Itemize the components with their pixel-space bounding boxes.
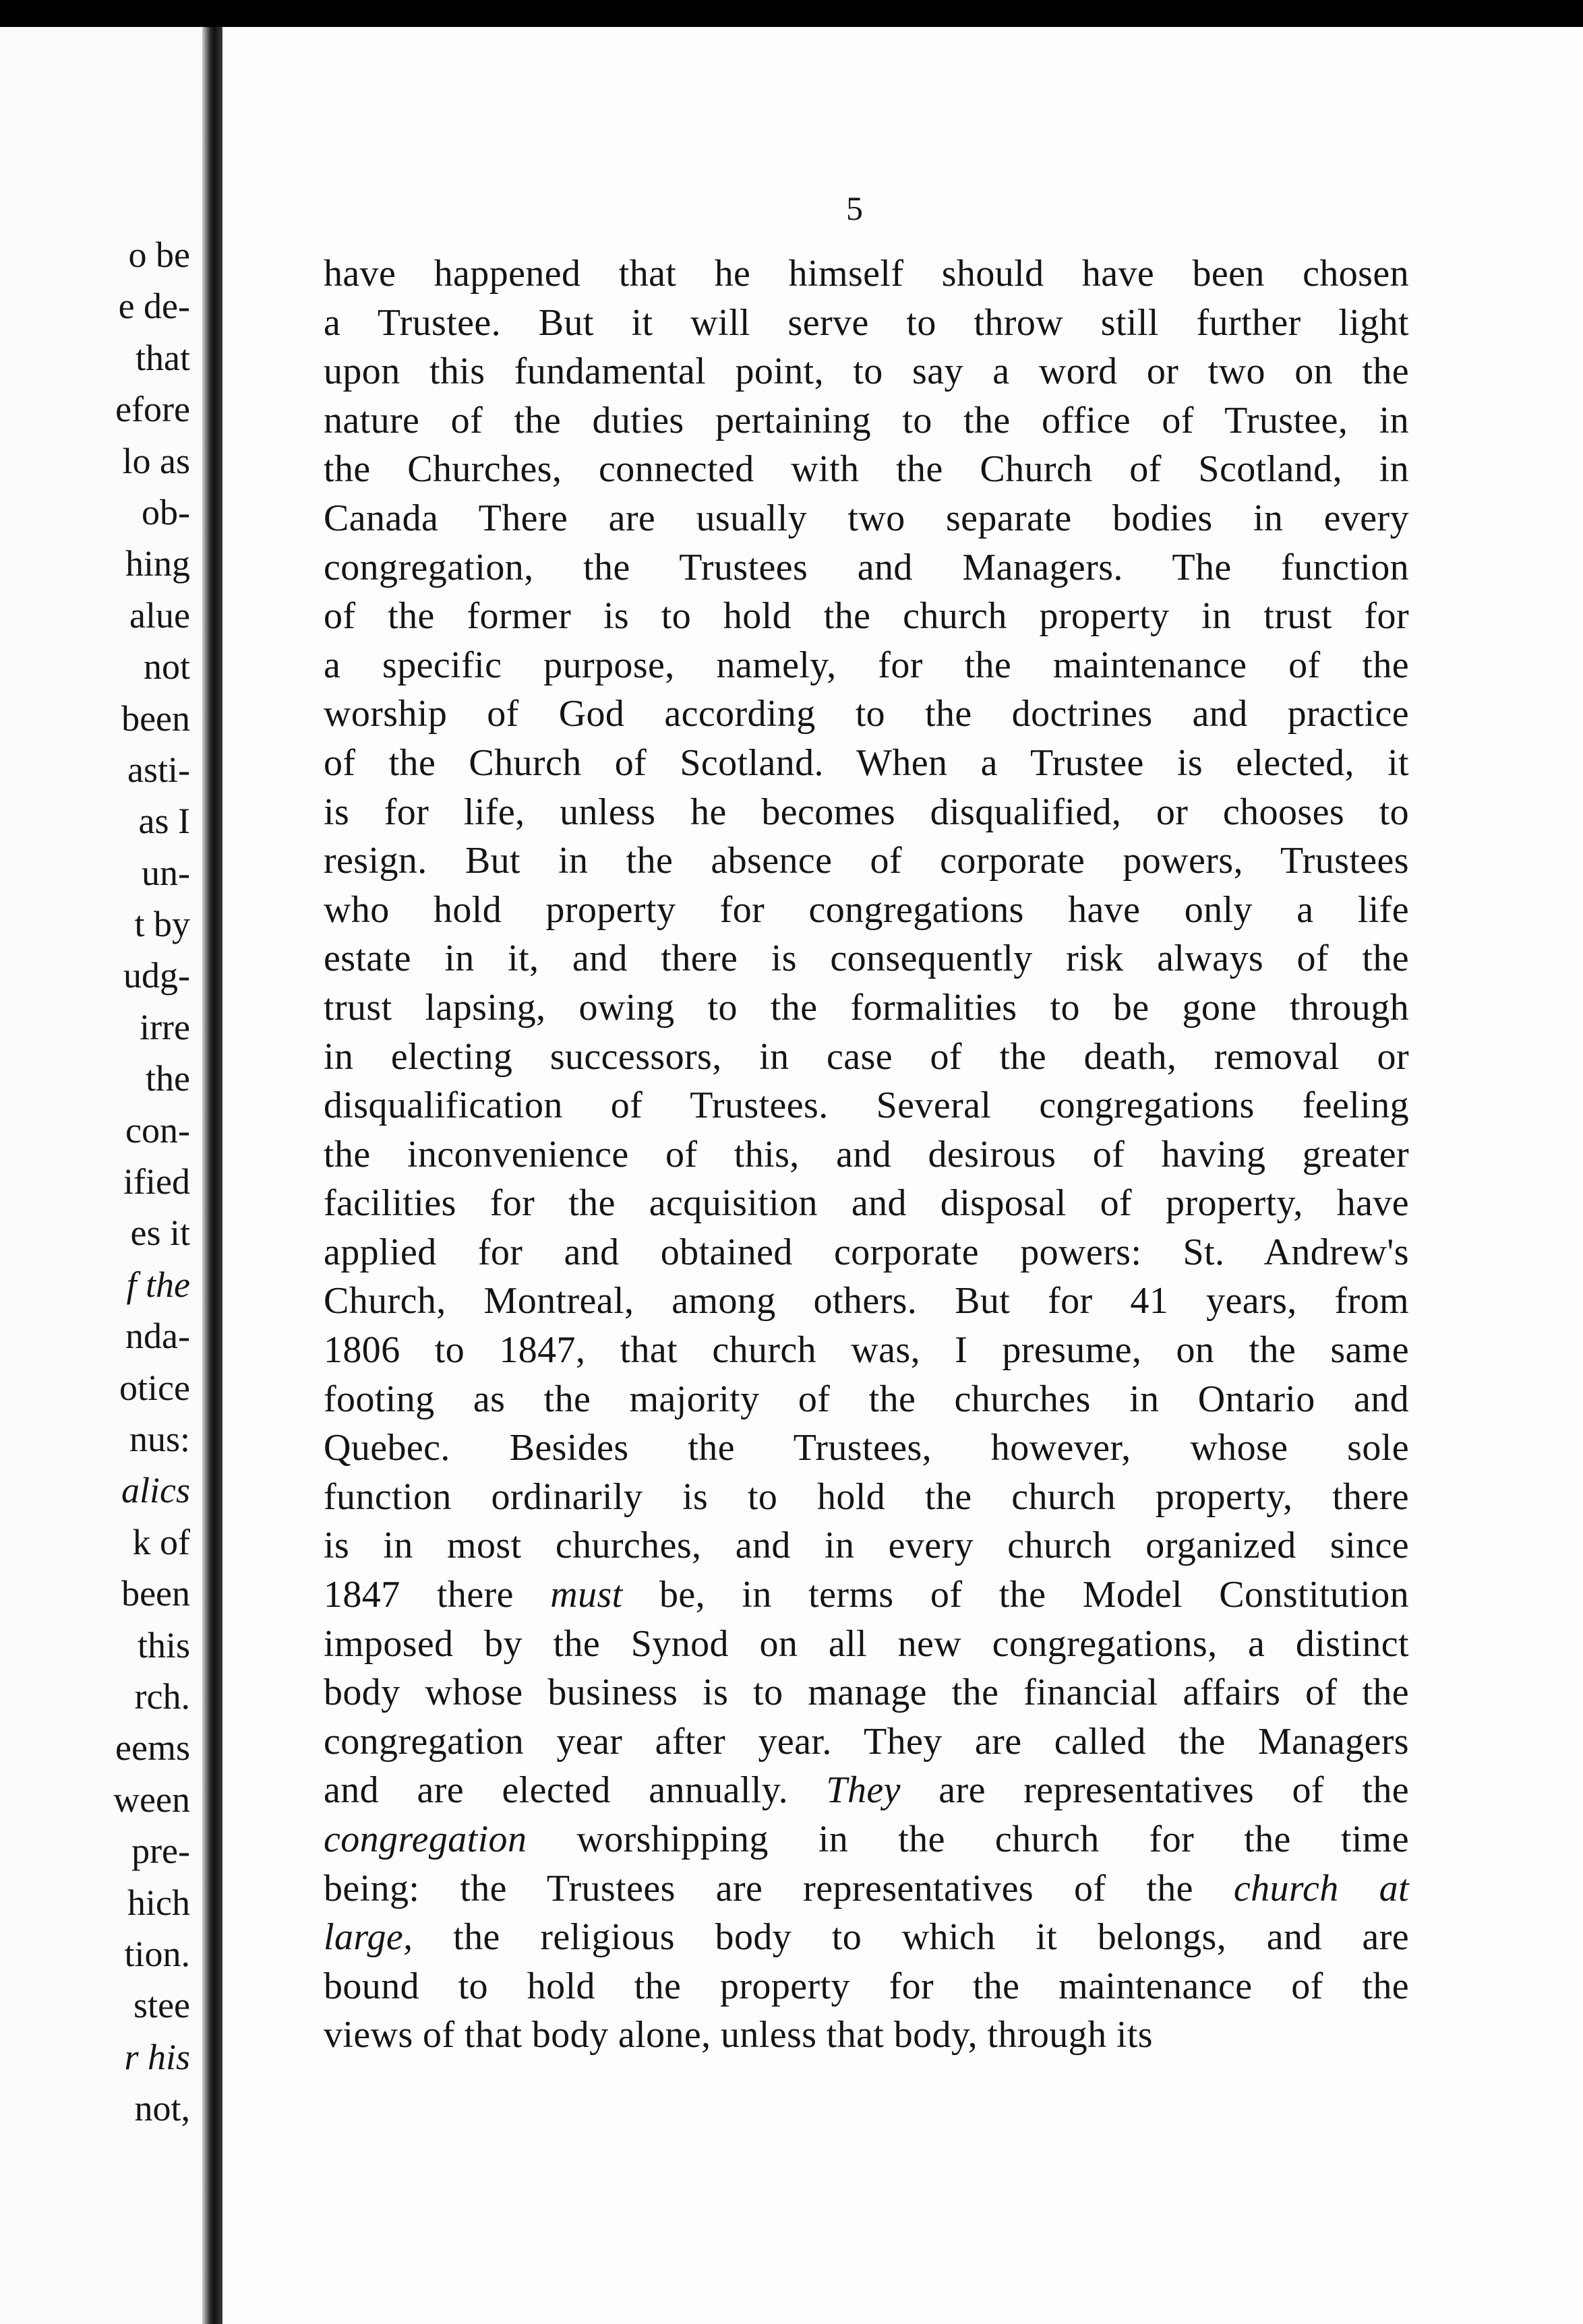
left-fragment-line: ified <box>123 1161 190 1202</box>
left-fragment-line: been <box>121 1573 190 1614</box>
left-fragment-line: irre <box>140 1006 190 1047</box>
left-fragment-line: the <box>146 1058 190 1099</box>
body-line: trust lapsing, owing to the formalities to be gone through <box>324 986 1409 1029</box>
left-fragment-line: o be <box>128 235 190 275</box>
body-line: Canada There are usually two separate bodies in every <box>324 497 1409 539</box>
body-text <box>324 249 1409 2060</box>
left-fragment-line: es it <box>130 1213 190 1254</box>
left-fragment-line: con- <box>125 1109 190 1151</box>
body-line: is in most churches, and in every church organized since <box>324 1525 1409 1567</box>
book-gutter <box>202 27 222 2324</box>
left-fragment-line: t by <box>134 904 190 945</box>
body-line: estate in it, and there is consequently risk always of the <box>324 938 1409 980</box>
left-fragment-line: ob- <box>142 491 190 532</box>
body-line: in electing successors, in case of the death, removal or <box>324 1035 1409 1078</box>
body-line: body whose business is to manage the financial affairs of the <box>324 1672 1409 1714</box>
body-line: congregation worshipping in the church for the time <box>324 1818 1409 1860</box>
left-fragment-line: r his <box>124 2036 190 2077</box>
left-fragment-line: been <box>121 698 190 739</box>
left-fragment-line: tion. <box>124 1933 190 1974</box>
body-line: large, the religious body to which it belongs, and are <box>324 1916 1409 1959</box>
body-line: is for life, unless he becomes disqualified, or chooses to <box>324 791 1409 833</box>
left-fragment-line: that <box>136 337 190 378</box>
left-fragment-line: f the <box>126 1264 190 1305</box>
left-fragment-line: not, <box>134 2088 190 2129</box>
left-fragment-line: nus: <box>129 1418 190 1459</box>
left-fragment-line: hich <box>127 1882 190 1923</box>
left-fragment-line: hing <box>125 543 190 584</box>
body-line: a Trustee. But it will serve to throw still further light <box>324 301 1409 344</box>
left-fragment-line: un- <box>142 852 190 893</box>
body-line: views of that body alone, unless that body, through its <box>324 2014 1153 2056</box>
body-line: 1806 to 1847, that church was, I presume, on the same <box>324 1329 1409 1372</box>
left-fragment-line: lo as <box>122 440 190 481</box>
left-fragment-line: k of <box>132 1521 190 1562</box>
left-fragment-line: ween <box>113 1779 190 1820</box>
body-line: and are elected annually. They are representatives of the <box>324 1769 1409 1812</box>
left-fragment-line: rch. <box>134 1676 190 1717</box>
body-line: the Churches, connected with the Church of Scotland, in <box>324 448 1409 491</box>
left-fragment-line: this <box>137 1624 190 1665</box>
left-fragment-line: not <box>143 646 190 687</box>
body-line: 1847 there must be, in terms of the Model Constitution <box>324 1574 1409 1616</box>
body-line: of the Church of Scotland. When a Trustee is elected, it <box>324 741 1409 784</box>
body-line: Quebec. Besides the Trustees, however, whose sole <box>324 1427 1409 1469</box>
body-line: footing as the majority of the churches in Ontario and <box>324 1378 1409 1420</box>
body-line: applied for and obtained corporate powers: St. Andrew's <box>324 1231 1409 1273</box>
body-line: worship of God according to the doctrines and practice <box>324 693 1409 735</box>
left-fragment-line: alue <box>129 594 190 636</box>
body-line: disqualification of Trustees. Several congregations feeling <box>324 1084 1409 1127</box>
body-line: Church, Montreal, among others. But for 41 years, from <box>324 1280 1409 1322</box>
left-fragment-line: asti- <box>127 749 190 790</box>
body-line: congregation year after year. They are called the Managers <box>324 1720 1409 1763</box>
body-line: facilities for the acquisition and disposal of property, have <box>324 1182 1409 1225</box>
body-line: bound to hold the property for the maintenance of the <box>324 1965 1409 2007</box>
body-line: a specific purpose, namely, for the maintenance of the <box>324 644 1409 686</box>
body-line: the inconvenience of this, and desirous of having greater <box>324 1133 1409 1175</box>
left-page <box>0 27 202 2324</box>
left-fragment-line: as I <box>138 801 190 842</box>
left-fragment-line: e de- <box>118 286 190 327</box>
body-line: function ordinarily is to hold the church property, there <box>324 1475 1409 1518</box>
left-fragment-line: otice <box>119 1367 190 1408</box>
body-line: congregation, the Trustees and Managers. The function <box>324 546 1409 588</box>
body-line: who hold property for congregations have only a life <box>324 888 1409 931</box>
left-fragment-line: eems <box>115 1727 190 1769</box>
left-fragment-line: udg- <box>123 955 190 996</box>
body-line: upon this fundamental point, to say a word or two on the <box>324 350 1409 393</box>
left-fragment-line: efore <box>115 389 190 430</box>
body-line: being: the Trustees are representatives of the church at <box>324 1867 1409 1909</box>
body-line: imposed by the Synod on all new congregations, a distinct <box>324 1622 1409 1665</box>
left-fragment-line: nda- <box>125 1316 190 1357</box>
body-line: of the former is to hold the church property in trust for <box>324 595 1409 638</box>
body-line: have happened that he himself should have been chosen <box>324 253 1409 295</box>
left-page-text-fragments <box>113 229 190 2134</box>
left-fragment-line: alics <box>121 1470 190 1511</box>
body-line: resign. But in the absence of corporate powers, Trustees <box>324 840 1409 882</box>
left-fragment-line: pre- <box>131 1831 190 1872</box>
left-fragment-line: stee <box>133 1985 190 2026</box>
body-line: nature of the duties pertaining to the office of Trustee, in <box>324 399 1409 441</box>
page-number: 5 <box>846 189 863 227</box>
